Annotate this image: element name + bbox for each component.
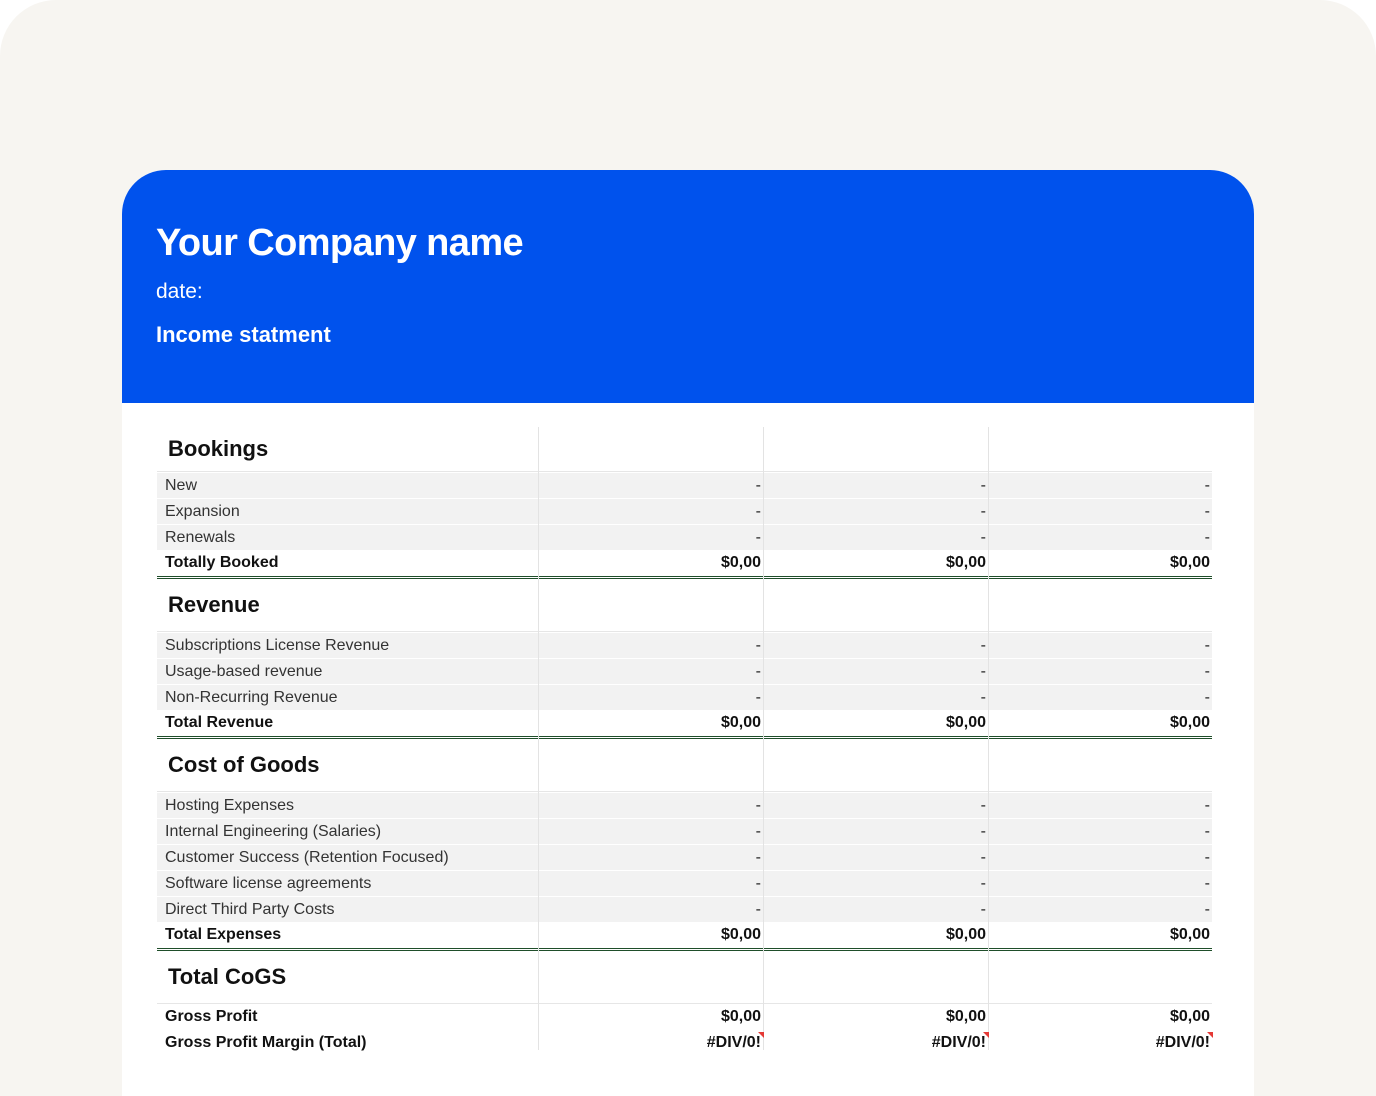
- line-item-value[interactable]: -: [980, 848, 986, 866]
- total-label: Total Expenses: [165, 926, 282, 943]
- line-item-label: Customer Success (Retention Focused): [165, 848, 449, 866]
- line-item-value[interactable]: -: [755, 636, 761, 654]
- line-item-row[interactable]: [157, 870, 1212, 896]
- total-value[interactable]: $0,00: [720, 926, 761, 943]
- column-divider: [988, 427, 989, 1050]
- section-title-revenue: Revenue: [157, 579, 1212, 632]
- line-item-row[interactable]: [157, 472, 1212, 498]
- line-item-row[interactable]: [157, 684, 1212, 710]
- line-item-value[interactable]: -: [980, 502, 986, 520]
- section-title-total-cogs: Total CoGS: [157, 951, 1212, 1004]
- revenue-total-row[interactable]: [157, 710, 1212, 739]
- line-item-value[interactable]: -: [980, 688, 986, 706]
- total-value[interactable]: $0,00: [945, 926, 986, 943]
- line-item-row[interactable]: [157, 818, 1212, 844]
- line-item-row[interactable]: [157, 844, 1212, 870]
- line-item-label: Hosting Expenses: [165, 796, 294, 814]
- line-item-value[interactable]: -: [980, 900, 986, 918]
- line-item-row[interactable]: [157, 792, 1212, 818]
- line-item-value[interactable]: -: [1204, 848, 1210, 866]
- date-label: date:: [156, 280, 203, 303]
- line-item-label: Subscriptions License Revenue: [165, 636, 390, 654]
- line-item-value[interactable]: -: [755, 502, 761, 520]
- section-title-cost-of-goods: Cost of Goods: [157, 739, 1212, 792]
- line-item-row[interactable]: [157, 524, 1212, 550]
- total-value[interactable]: $0,00: [720, 554, 761, 571]
- bookings-total-row[interactable]: [157, 550, 1212, 579]
- section-title-bookings: Bookings: [157, 427, 1212, 472]
- total-label: Total Revenue: [165, 714, 274, 731]
- line-item-label: Renewals: [165, 528, 236, 546]
- gross-profit-value[interactable]: $0,00: [720, 1008, 761, 1025]
- line-item-value[interactable]: -: [1204, 688, 1210, 706]
- total-value[interactable]: $0,00: [1169, 714, 1210, 731]
- gross-profit-value[interactable]: $0,00: [1169, 1008, 1210, 1025]
- line-item-value[interactable]: -: [1204, 662, 1210, 680]
- statement-header: [122, 170, 1254, 403]
- line-item-value[interactable]: -: [755, 848, 761, 866]
- column-divider: [538, 427, 539, 1050]
- total-label: Totally Booked: [165, 554, 279, 571]
- gross-margin-value[interactable]: #DIV/0!: [763, 1034, 988, 1052]
- spreadsheet: [157, 427, 1212, 1056]
- line-item-value[interactable]: -: [1204, 636, 1210, 654]
- total-value[interactable]: $0,00: [945, 714, 986, 731]
- column-divider: [763, 427, 764, 1050]
- line-item-value[interactable]: -: [755, 662, 761, 680]
- line-item-value[interactable]: -: [980, 528, 986, 546]
- gross-profit-value[interactable]: $0,00: [945, 1008, 986, 1025]
- cogs-total-row[interactable]: [157, 922, 1212, 951]
- line-item-value[interactable]: -: [980, 822, 986, 840]
- gross-margin-label: Gross Profit Margin (Total): [165, 1034, 367, 1051]
- line-item-value[interactable]: -: [755, 874, 761, 892]
- line-item-value[interactable]: -: [980, 874, 986, 892]
- line-item-value[interactable]: -: [1204, 528, 1210, 546]
- line-item-value[interactable]: -: [755, 900, 761, 918]
- line-item-value[interactable]: -: [755, 476, 761, 494]
- bookings-rows: [157, 472, 1212, 550]
- line-item-value[interactable]: -: [755, 796, 761, 814]
- total-value[interactable]: $0,00: [720, 714, 761, 731]
- line-item-row[interactable]: [157, 896, 1212, 922]
- gross-profit-row[interactable]: [157, 1004, 1212, 1030]
- gross-profit-label: Gross Profit: [165, 1008, 258, 1025]
- line-item-row[interactable]: [157, 658, 1212, 684]
- line-item-value[interactable]: -: [980, 636, 986, 654]
- line-item-row[interactable]: [157, 498, 1212, 524]
- line-item-label: Internal Engineering (Salaries): [165, 822, 382, 840]
- revenue-rows: [157, 632, 1212, 710]
- line-item-row[interactable]: [157, 632, 1212, 658]
- line-item-label: Usage-based revenue: [165, 662, 323, 680]
- line-item-value[interactable]: -: [755, 822, 761, 840]
- line-item-value[interactable]: -: [980, 796, 986, 814]
- gross-margin-row[interactable]: [157, 1030, 1212, 1056]
- total-value[interactable]: $0,00: [1169, 554, 1210, 571]
- document-title: Income statment: [156, 322, 331, 347]
- line-item-value[interactable]: -: [1204, 476, 1210, 494]
- line-item-value[interactable]: -: [1204, 900, 1210, 918]
- line-item-value[interactable]: -: [980, 476, 986, 494]
- total-value[interactable]: $0,00: [945, 554, 986, 571]
- line-item-value[interactable]: -: [1204, 502, 1210, 520]
- line-item-value[interactable]: -: [1204, 822, 1210, 840]
- line-item-value[interactable]: -: [755, 528, 761, 546]
- company-name: Your Company name: [156, 222, 524, 264]
- line-item-label: New: [165, 476, 198, 494]
- line-item-value[interactable]: -: [980, 662, 986, 680]
- line-item-label: Software license agreements: [165, 874, 372, 892]
- line-item-value[interactable]: -: [755, 688, 761, 706]
- gross-margin-value[interactable]: #DIV/0!: [988, 1034, 1212, 1052]
- total-value[interactable]: $0,00: [1169, 926, 1210, 943]
- line-item-value[interactable]: -: [1204, 796, 1210, 814]
- line-item-label: Direct Third Party Costs: [165, 900, 335, 918]
- line-item-label: Expansion: [165, 502, 240, 520]
- line-item-label: Non-Recurring Revenue: [165, 688, 338, 706]
- gross-margin-value[interactable]: #DIV/0!: [538, 1034, 763, 1052]
- cogs-rows: [157, 792, 1212, 922]
- line-item-value[interactable]: -: [1204, 874, 1210, 892]
- income-statement-card: [122, 170, 1254, 1096]
